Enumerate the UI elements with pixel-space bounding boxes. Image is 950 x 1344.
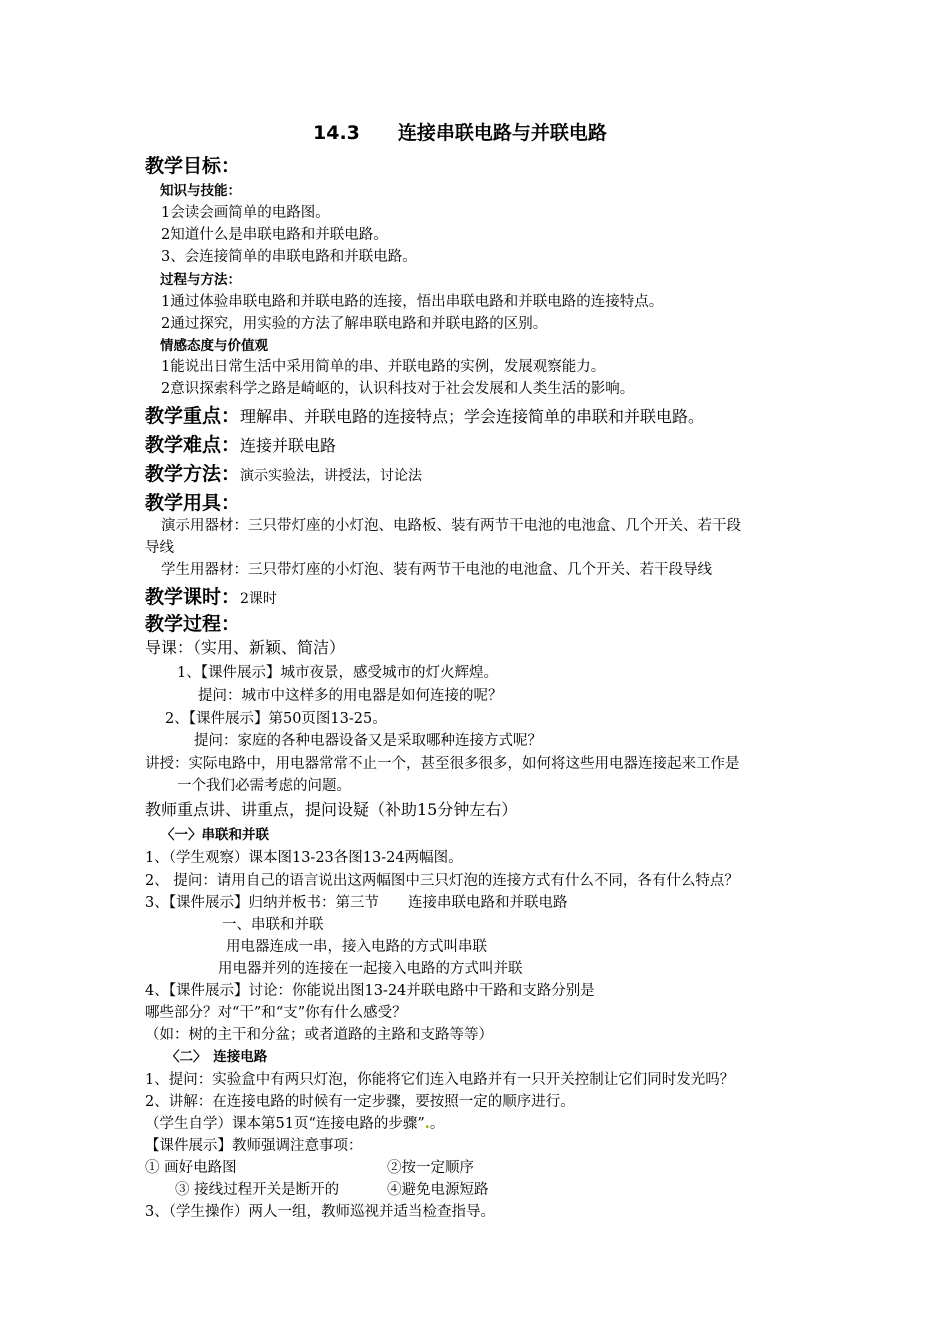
tools-heading: 教学用具： — [145, 492, 241, 514]
emotion-item: 2意识探索科学之路是崎岖的，认识科技对于社会发展和人类生活的影响。 — [161, 381, 635, 397]
board-line: 一、串联和并联 — [222, 917, 324, 933]
self-study-end: 。 — [429, 1116, 445, 1132]
part2-item: 3、（学生操作）两人一组，教师巡视并适当检查指导。 — [145, 1204, 495, 1220]
intro-question: 提问：城市中这样多的用电器是如何连接的呢？ — [198, 688, 503, 704]
method-value: 演示实验法，讲授法，讨论法 — [240, 468, 423, 484]
key-point — [145, 403, 704, 430]
part1-heading: 〈一〉串联和并联 — [161, 827, 269, 843]
part2-item — [145, 1114, 444, 1134]
intro-item: 2、【课件展示】第50页图13-25。 — [165, 711, 387, 727]
part1-item: 4、【课件展示】讨论：你能说出图13-24并联电路中干路和支路分别是 — [145, 983, 595, 999]
self-study-text: （学生自学）课本第51页“连接电路的步骤” — [145, 1116, 425, 1132]
key-point-value: 理解串、并联电路的连接特点；学会连接简单的串联和并联电路。 — [240, 407, 705, 426]
knowledge-item: 1会读会画简单的电路图。 — [161, 205, 330, 221]
part2-heading: 〈二〉 连接电路 — [166, 1049, 268, 1065]
difficulty-value: 连接并联电路 — [240, 436, 337, 455]
knowledge-item: 3、会连接简单的串联电路和并联电路。 — [161, 249, 417, 265]
part2-item: 2、讲解：在连接电路的时候有一定步骤，要按照一定的顺序进行。 — [145, 1094, 575, 1110]
difficulty — [145, 432, 336, 459]
knowledge-item: 2知道什么是串联电路和并联电路。 — [161, 227, 388, 243]
hours-value: 2课时 — [240, 591, 277, 607]
emotion-heading: 情感态度与价值观 — [160, 338, 268, 354]
knowledge-heading: 知识与技能： — [160, 183, 241, 199]
part1-item: 1、（学生观察）课本图13-23各图13-24两幅图。 — [145, 850, 463, 866]
teacher-line: 教师重点讲、讲重点，提问设疑（补助15分钟左右） — [145, 800, 518, 819]
difficulty-label: 教学难点： — [145, 434, 241, 456]
emotion-item: 1能说出日常生活中采用简单的串、并联电路的实例，发展观察能力。 — [161, 359, 606, 375]
note-item: ②按一定顺序 — [387, 1160, 474, 1176]
process-heading: 过程与方法： — [160, 272, 241, 288]
tools-student: 学生用器材：三只带灯座的小灯泡、装有两节干电池的电池盒、几个开关、若干段导线 — [161, 562, 712, 578]
note-item: ③ 接线过程开关是断开的 — [175, 1182, 340, 1198]
key-point-label: 教学重点： — [145, 405, 241, 427]
part2-item: 1、提问：实验盒中有两只灯泡，你能将它们连入电路并有一只开关控制让它们同时发光吗？ — [145, 1072, 735, 1088]
part1-item: 3、【课件展示】归纳并板书：第三节 连接串联电路和并联电路 — [145, 895, 568, 911]
process-item: 2通过探究，用实验的方法了解串联电路和并联电路的区别。 — [161, 316, 548, 332]
process-item: 1通过体验串联电路和并联电路的连接，悟出串联电路和并联电路的连接特点。 — [161, 294, 664, 310]
method — [145, 461, 422, 489]
process-section-heading: 教学过程： — [145, 613, 241, 635]
hours — [145, 584, 277, 612]
part1-item: 2、 提问：请用自己的语言说出这两幅图中三只灯泡的连接方式有什么不同，各有什么特点？ — [145, 873, 739, 889]
part1-item-cont: （如：树的主干和分盆；或者道路的主路和支路等等） — [145, 1027, 493, 1043]
tools-demo-cont: 导线 — [145, 540, 174, 556]
lecture-line: 讲授：实际电路中，用电器常常不止一个，甚至很多很多，如何将这些用电器连接起来工作是 — [145, 756, 740, 772]
lecture-line-cont: 一个我们必需考虑的问题。 — [177, 778, 351, 794]
board-line: 用电器并列的连接在一起接入电路的方式叫并联 — [218, 961, 523, 977]
method-label: 教学方法： — [145, 463, 241, 485]
part2-item: 【课件展示】教师强调注意事项： — [145, 1138, 363, 1154]
part1-item-cont: 哪些部分？对“干”和“支”你有什么感受？ — [145, 1005, 407, 1021]
intro-question: 提问：家庭的各种电器设备又是采取哪种连接方式呢？ — [194, 733, 542, 749]
page-title: 14.3 连接串联电路与并联电路 — [313, 122, 607, 144]
board-line: 用电器连成一串，接入电路的方式叫串联 — [226, 939, 487, 955]
note-item: ④避免电源短路 — [387, 1182, 489, 1198]
marker-dot: . — [424, 1115, 430, 1132]
tools-demo: 演示用器材：三只带灯座的小灯泡、电路板、装有两节干电池的电池盒、几个开关、若干段 — [161, 518, 741, 534]
objectives-heading: 教学目标： — [145, 155, 241, 177]
intro-line: 导课：（实用、新颖、简洁） — [145, 638, 346, 657]
intro-item: 1、【课件展示】城市夜景，感受城市的灯火辉煌。 — [177, 665, 498, 681]
note-item: ① 画好电路图 — [145, 1160, 237, 1176]
hours-label: 教学课时： — [145, 586, 241, 608]
